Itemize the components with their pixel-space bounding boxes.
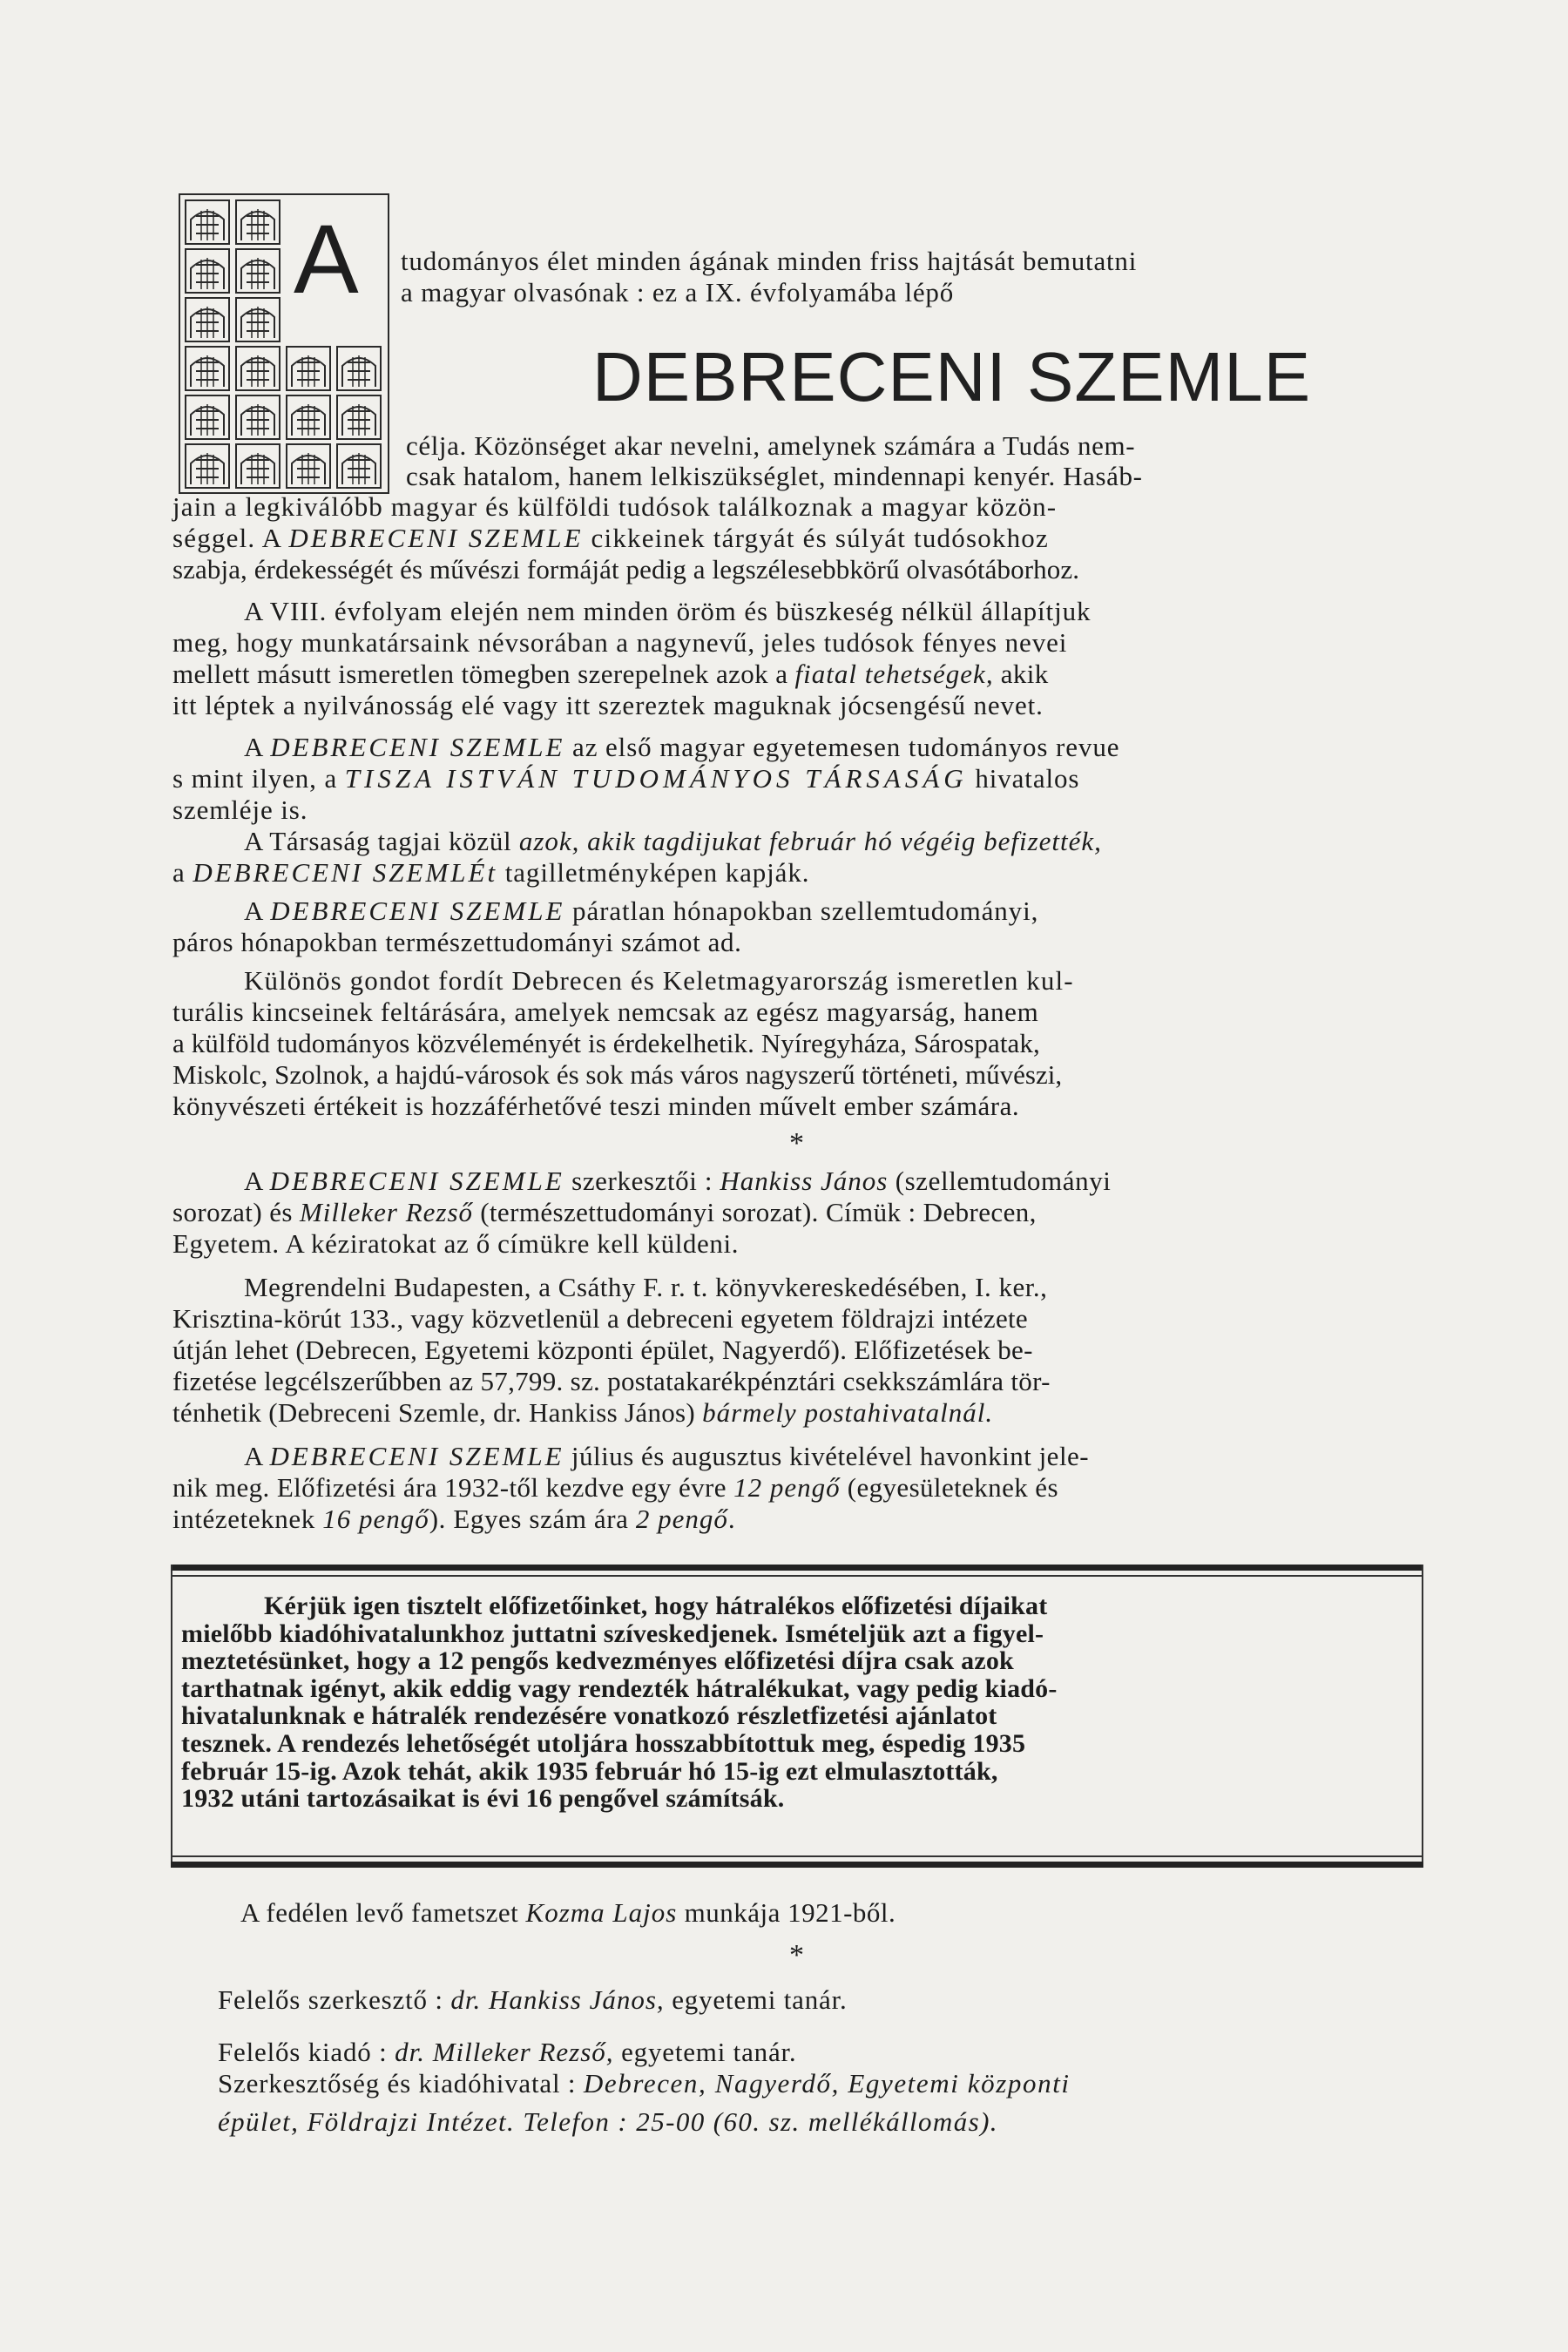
notice-line: Kérjük igen tisztelt előfizetőinket, hogy hátralékos előfizetési díjaikat [264,1592,1048,1620]
para-elofizetes-line-2: nik meg. Előfizetési ára 1932-től kezdve egy évre 12 pengő (egyesületeknek és [172,1472,1058,1503]
notice-bottom-thin-rule [171,1855,1423,1857]
para-tisza-line-3: szemléje is. [172,794,308,825]
para-kulonos-line-3: a külföld tudományos közvéleményét is érdekelhetik. Nyíregyháza, Sárospatak, [172,1028,1040,1058]
para-tisza-line-1: A DEBRECENI SZEMLE az első magyar egyetemesen tudományos revue [244,732,1120,762]
intro-line-1: tudományos élet minden ágának minden friss hajtását bemutatni [401,246,1138,276]
para-kulonos-line-2: turális kincseinek feltárására, amelyek nemcsak az egész magyarság, hanem [172,997,1039,1027]
para-szerk-line-3: Egyetem. A kéziratokat az ő címükre kell küldeni. [172,1228,740,1259]
intro-line-4: csak hatalom, hanem lelkiszükséglet, mindennapi kenyér. Hasáb- [406,461,1143,491]
para-megrendel-line-5: ténhetik (Debreceni Szemle, dr. Hankiss János) bármely postahivatalnál. [172,1397,994,1428]
notice-line: tarthatnak igényt, akik eddig vagy rendezték hátralékukat, vagy pedig kiadó- [181,1673,1058,1703]
para-viii-line-4: itt léptek a nyilvánosság elé vagy itt szereztek maguknak jócsengésű nevet. [172,690,1044,720]
para-viii-line-2: meg, hogy munkatársaink névsorában a nagynevű, jeles tudósok fényes nevei [172,627,1068,658]
para-megrendel-line-4: fizetése legcélszerűbben az 57,799. sz. postatakarékpénztári csekkszámlára tör- [172,1366,1051,1396]
intro-line-7: szabja, érdekességét és művészi formáját pedig a legszélesebbkörű olvasótáborhoz. [172,554,1080,585]
intro-line-3: célja. Közönséget akar nevelni, amelynek számára a Tudás nem- [406,430,1136,461]
para-megrendel-line-2: Krisztina-körút 133., vagy közvetlenül a debreceni egyetem földrajzi intézete [172,1303,1028,1334]
notice-line: mielőbb kiadóhivatalunkhoz juttatni szíveskedjenek. Ismételjük azt a figyel- [181,1619,1044,1648]
para-tisza-line-2: s mint ilyen, a TISZA ISTVÁN TUDOMÁNYOS TÁRSASÁG hivatalos [172,763,1080,794]
para-honap-line-1: A DEBRECENI SZEMLE páratlan hónapokban szellemtudományi, [244,896,1039,926]
notice-line: hivatalunknak e hátralék rendezésére vonatkozó részletfizetési ajánlatot [181,1701,997,1731]
para-megrendel-line-1: Megrendelni Budapesten, a Csáthy F. r. t. könyvkereskedésében, I. ker., [244,1272,1048,1302]
para-elofizetes-line-1: A DEBRECENI SZEMLE július és augusztus kivételével havonkint jele- [244,1441,1090,1471]
notice-line: meztetésünket, hogy a 12 pengős kedvezményes előfizetési díjra csak azok [181,1646,1014,1676]
para-kulonos-line-1: Különös gondot fordít Debrecen és Keletmagyarország ismeretlen kul- [244,965,1074,996]
imprint-office: Szerkesztőség és kiadóhivatal : Debrecen, Nagyerdő, Egyetemi központi [218,2068,1071,2099]
ornamental-initial [179,193,389,494]
para-viii-line-1: A VIII. évfolyam elején nem minden öröm és büszkeség nélkül állapítjuk [244,596,1092,626]
para-megrendel-line-3: útján lehet (Debrecen, Egyetemi központi épület, Nagyerdő). Előfizetések be- [172,1335,1033,1365]
imprint-office-address: épület, Földrajzi Intézet. Telefon : 25-00 (60. sz. mellékállomás). [218,2106,998,2137]
para-honap-line-2: páros hónapokban természettudományi számot ad. [172,927,742,957]
para-szerk-line-1: A DEBRECENI SZEMLE szerkesztői : Hankiss János (szellemtudományi [244,1166,1112,1196]
payment-notice-box [171,1565,1423,1868]
notice-top-rule [171,1565,1423,1571]
para-tarsasag-line-2: a DEBRECENI SZEMLÉt tagilletményképen kapják. [172,857,810,888]
notice-line: tesznek. A rendezés lehetőségét utoljára hosszabbítottuk meg, éspedig 1935 [181,1728,1026,1758]
para-kulonos-line-4: Miskolc, Szolnok, a hajdú-városok és sok más város nagyszerű történeti, művészi, [172,1059,1063,1090]
intro-line-2: a magyar olvasónak : ez a IX. évfolyamába lépő [401,277,955,308]
initial-letter: A [294,205,359,314]
notice-bottom-rule [171,1862,1423,1868]
para-elofizetes-line-3: intézeteknek 16 pengő). Egyes szám ára 2 pengő. [172,1504,736,1534]
imprint-editor: Felelős szerkesztő : dr. Hankiss János, egyetemi tanár. [218,1984,848,2015]
para-tarsasag-line-1: A Társaság tagjai közül azok, akik tagdijukat február hó végéig befizették, [244,826,1102,856]
cover-credit: A fedélen levő fametszet Kozma Lajos munkája 1921-ből. [240,1897,896,1928]
notice-line: február 15-ig. Azok tehát, akik 1935 február hó 15-ig ezt elmulasztották, [181,1756,998,1786]
notice-right-rule [1422,1565,1423,1868]
notice-top-thin-rule [171,1575,1423,1577]
para-szerk-line-2: sorozat) és Milleker Rezső (természettudományi sorozat). Címük : Debrecen, [172,1197,1037,1227]
notice-text [181,1592,1413,1813]
intro-line-5: jain a legkiválóbb magyar és külföldi tudósok találkoznak a magyar közön- [172,491,1058,522]
imprint-publisher: Felelős kiadó : dr. Milleker Rezső, egyetemi tanár. [218,2037,797,2067]
intro-line-6: séggel. A DEBRECENI SZEMLE cikkeinek tárgyát és súlyát tudósokhoz [172,523,1049,553]
notice-line: 1932 utáni tartozásaikat is évi 16 pengővel számítsák. [181,1784,785,1814]
notice-left-rule [171,1565,172,1868]
section-star: * [789,1127,804,1159]
section-star: * [789,1939,804,1971]
journal-name: DEBRECENI SZEMLE [288,523,584,553]
headline-title: DEBRECENI SZEMLE [592,338,1312,416]
para-kulonos-line-5: könyvészeti értékeit is hozzáférhetővé teszi minden művelt ember számára. [172,1091,1020,1121]
para-viii-line-3: mellett másutt ismeretlen tömegben szerepelnek azok a fiatal tehetségek, akik [172,659,1049,689]
